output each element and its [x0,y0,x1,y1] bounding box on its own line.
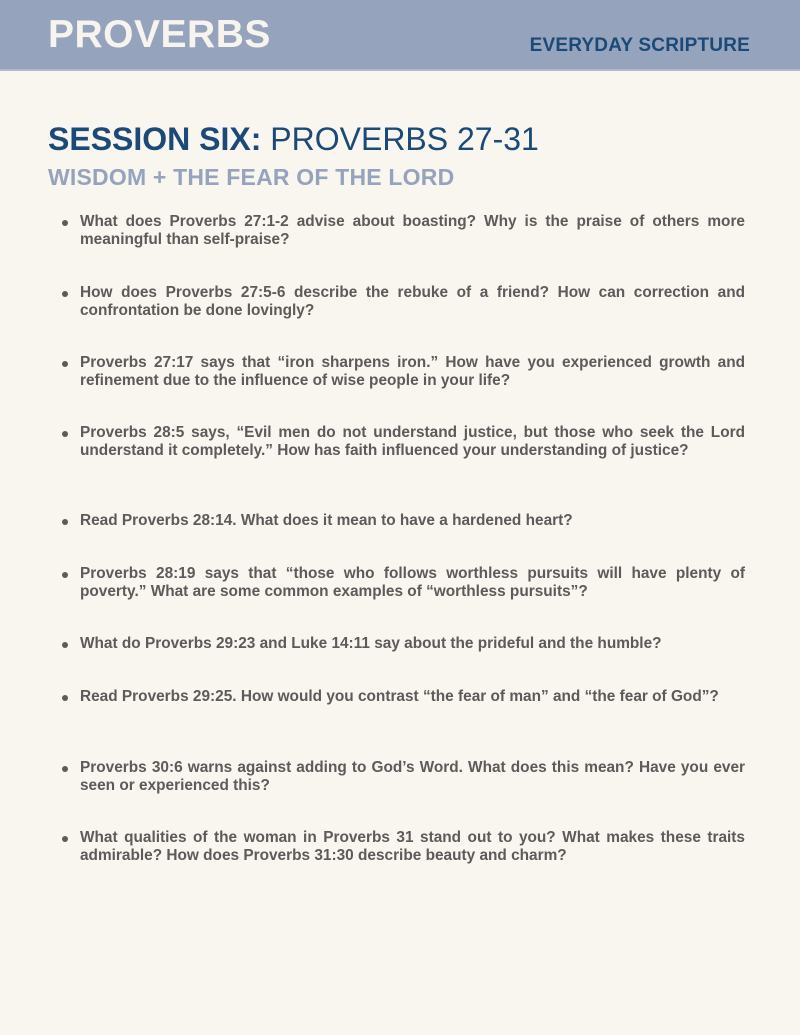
question-item [60,213,745,248]
question-text: What do Proverbs 29:23 and Luke 14:11 say about the prideful and the humble? [80,635,662,652]
bullet-icon [62,220,68,226]
question-text: Proverbs 27:17 says that “iron sharpens iron.” How have you experienced growth and refinement due to the influence of wise people in your life? [80,354,745,389]
session-label: SESSION SIX: [48,121,262,157]
bullet-icon [62,572,68,578]
question-text: Read Proverbs 29:25. How would you contrast “the fear of man” and “the fear of God”? [80,688,719,705]
question-item [60,512,745,530]
question-item [60,565,745,600]
question-text: What qualities of the woman in Proverbs 31 stand out to you? What makes these traits admirable? How does Proverbs 31:30 describe beauty and charm? [80,829,745,864]
question-item [60,688,745,706]
question-item [60,424,745,459]
question-text: Read Proverbs 28:14. What does it mean to have a hardened heart? [80,512,573,529]
header-band [0,0,800,71]
question-text: What does Proverbs 27:1-2 advise about boasting? Why is the praise of others more meaningful than self-praise? [80,213,745,248]
question-text: Proverbs 28:19 says that “those who follows worthless pursuits will have plenty of poverty.” What are some common examples of “worthless pursuits”? [80,565,745,600]
bullet-icon [62,695,68,701]
bullet-icon [62,766,68,772]
session-passage: PROVERBS 27-31 [270,121,539,157]
question-text: Proverbs 28:5 says, “Evil men do not understand justice, but those who seek the Lord understand it completely.” How has faith influenced your understanding of justice? [80,424,745,459]
question-item [60,354,745,389]
bullet-icon [62,836,68,842]
bullet-icon [62,291,68,297]
question-text: Proverbs 30:6 warns against adding to God’s Word. What does this mean? Have you ever seen or experienced this? [80,759,745,794]
brand-name: EVERYDAY SCRIPTURE [529,35,750,56]
document-title: PROVERBS [48,13,271,56]
session-subtitle: WISDOM + THE FEAR OF THE LORD [48,164,455,190]
bullet-icon [62,431,68,437]
question-text: How does Proverbs 27:5-6 describe the rebuke of a friend? How can correction and confrontation be done lovingly? [80,284,745,319]
bullet-icon [62,642,68,648]
session-heading [48,119,539,159]
bullet-icon [62,519,68,525]
question-item [60,635,745,653]
bullet-icon [62,361,68,367]
question-item [60,829,745,864]
question-item [60,759,745,794]
question-item [60,284,745,319]
